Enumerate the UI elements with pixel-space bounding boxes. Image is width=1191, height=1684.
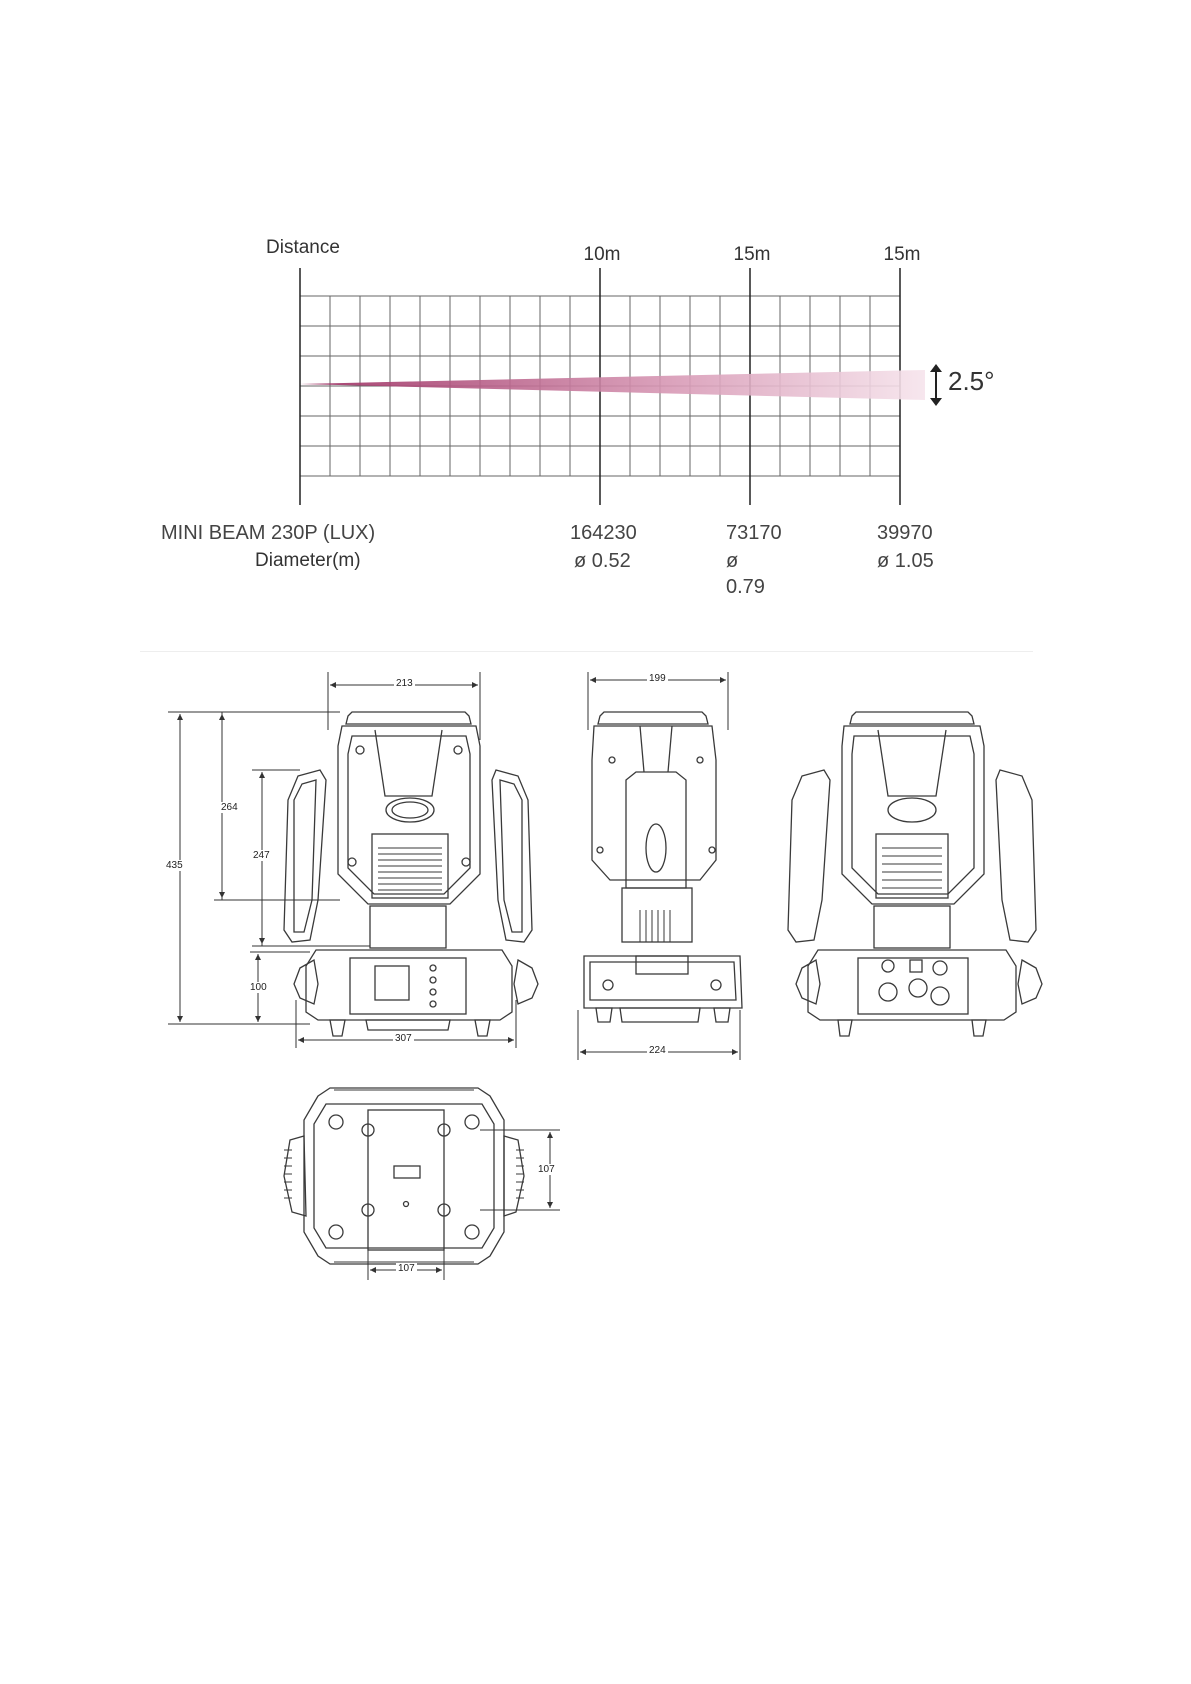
dimension-lines bbox=[168, 672, 740, 1280]
dim-head-height: 264 bbox=[221, 802, 238, 813]
beam-cone bbox=[300, 370, 925, 400]
beam-angle: 2.5° bbox=[948, 366, 995, 396]
model-name: MINI BEAM 230P (LUX) bbox=[161, 522, 376, 544]
dim-front-width: 213 bbox=[396, 678, 413, 689]
dim-side-base-depth: 224 bbox=[649, 1045, 666, 1056]
front-view bbox=[284, 712, 538, 1036]
distance-15m-a: 15m bbox=[733, 244, 771, 265]
diameter-15m-a-cont: 0.79 bbox=[726, 576, 765, 598]
lux-10m: 164230 bbox=[570, 522, 637, 544]
angle-arrow-icon bbox=[926, 362, 946, 408]
rear-view bbox=[788, 712, 1042, 1036]
lux-15m-a: 73170 bbox=[726, 522, 782, 544]
dim-head-inner: 247 bbox=[253, 850, 270, 861]
diameter-label: Diameter(m) bbox=[255, 550, 361, 571]
diameter-10m: ø 0.52 bbox=[574, 550, 631, 572]
arrowheads bbox=[177, 677, 738, 1273]
dim-total-height: 435 bbox=[166, 860, 183, 871]
distance-10m: 10m bbox=[583, 244, 621, 265]
dim-bottom-horizontal: 107 bbox=[398, 1263, 415, 1274]
dim-side-depth: 199 bbox=[649, 673, 666, 684]
section-divider bbox=[140, 651, 1033, 652]
distance-label: Distance bbox=[266, 237, 340, 258]
lux-15m-b: 39970 bbox=[877, 522, 933, 544]
dim-base-height: 100 bbox=[250, 982, 267, 993]
dim-base-width: 307 bbox=[395, 1033, 412, 1044]
dim-bottom-vertical: 107 bbox=[538, 1164, 555, 1175]
bottom-view bbox=[284, 1088, 524, 1264]
diameter-15m-a: ø bbox=[726, 550, 739, 572]
beam-grid bbox=[290, 260, 930, 510]
distance-15m-b: 15m bbox=[883, 244, 921, 265]
diameter-15m-b: ø 1.05 bbox=[877, 550, 934, 572]
side-view bbox=[584, 712, 742, 1022]
